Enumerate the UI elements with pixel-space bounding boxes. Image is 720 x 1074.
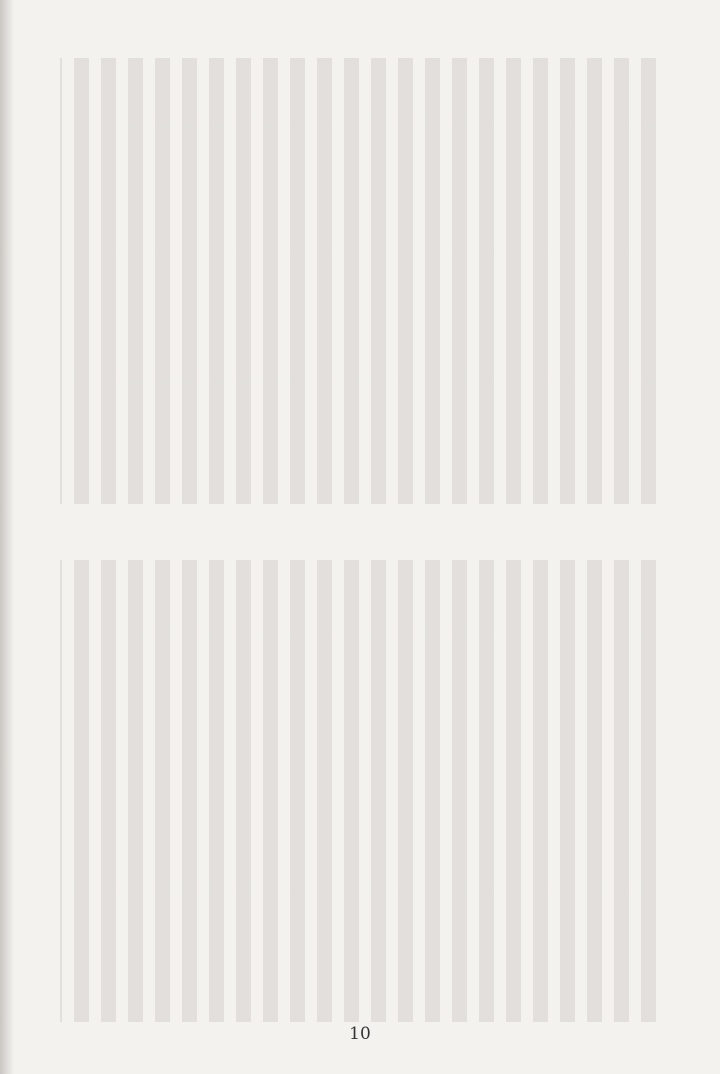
page-edge [0, 0, 14, 1074]
text-region-top [60, 58, 656, 504]
text-region-bottom [60, 560, 656, 1022]
page-number: 10 [349, 1024, 371, 1044]
